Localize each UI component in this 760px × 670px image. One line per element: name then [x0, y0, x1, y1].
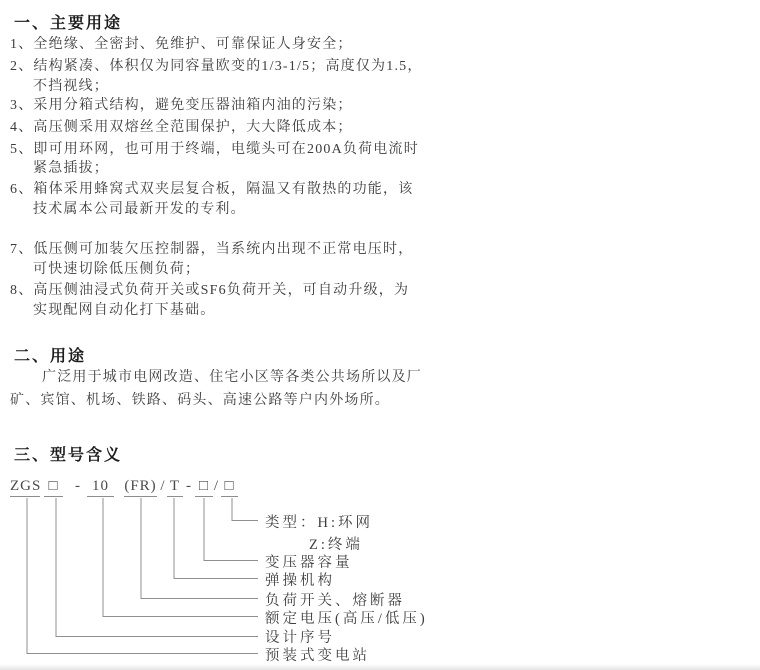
model-token-box-3: □ [221, 476, 238, 497]
feature-line-7: 7、低压侧可加装欠压控制器，当系统内出现不正常电压时， [10, 242, 414, 257]
feature-line-6b: 技术属本公司最新开发的专利。 [33, 202, 246, 217]
feature-line-2b: 不挡视线； [33, 79, 109, 94]
model-token-box-1: □ [44, 476, 63, 497]
model-label-serial: 设计序号 [265, 630, 335, 646]
model-token-fr: (FR) [124, 476, 157, 497]
model-token-slash-2: / [213, 478, 220, 494]
section-main-use-heading: 一、主要用途 [14, 15, 123, 32]
model-label-voltage: 额定电压(高压/低压) [265, 611, 428, 627]
usage-line-2: 矿、宾馆、机场、铁路、码头、高速公路等户内外场所。 [10, 393, 390, 408]
model-token-t: T [167, 476, 183, 497]
scan-bottom-edge [0, 664, 760, 670]
feature-line-4: 4、高压侧采用双熔丝全范围保护，大大降低成本； [10, 120, 353, 135]
feature-line-7b: 可快速切除低压侧负荷； [33, 262, 201, 277]
usage-line-1: 广泛用于城市电网改造、住宅小区等各类公共场所以及厂 [42, 370, 422, 385]
model-token-voltage: 10 [87, 476, 114, 497]
model-label-mechanism: 弹操机构 [265, 573, 335, 589]
model-token-dash-2: - [186, 478, 192, 494]
feature-line-5: 5、即可用环网，也可用于终端，电缆头可在200A负荷电流时 [10, 142, 419, 157]
feature-line-5b: 紧急插拔； [33, 161, 109, 176]
feature-line-8: 8、高压侧油浸式负荷开关或SF6负荷开关，可自动升级，为 [10, 283, 410, 298]
model-label-type-z: Z:终端 [309, 537, 363, 553]
model-token-prefix: ZGS [10, 476, 40, 497]
model-label-switch-fuse: 负荷开关、熔断器 [265, 593, 405, 609]
feature-line-3: 3、采用分箱式结构，避免变压器油箱内油的污染； [10, 98, 353, 113]
model-label-substation: 预装式变电站 [265, 648, 370, 664]
model-label-type: 类型：H:环网 [265, 515, 373, 531]
section-model-heading: 三、型号含义 [14, 447, 123, 464]
model-token-box-2: □ [195, 476, 213, 497]
model-token-slash-1: / [160, 478, 166, 494]
section-usage-heading: 二、用途 [14, 348, 87, 365]
feature-line-8b: 实现配网自动化打下基础。 [33, 303, 216, 318]
feature-line-1: 1、全绝缘、全密封、免维护、可靠保证人身安全； [10, 37, 353, 52]
feature-line-2: 2、结构紧凑、体积仅为同容量欧变的1/3-1/5；高度仅为1.5， [10, 59, 423, 74]
model-label-capacity: 变压器容量 [265, 555, 353, 571]
feature-line-6: 6、箱体采用蜂窝式双夹层复合板，隔温又有散热的功能，该 [10, 182, 414, 197]
model-token-dash-1: - [75, 478, 81, 494]
